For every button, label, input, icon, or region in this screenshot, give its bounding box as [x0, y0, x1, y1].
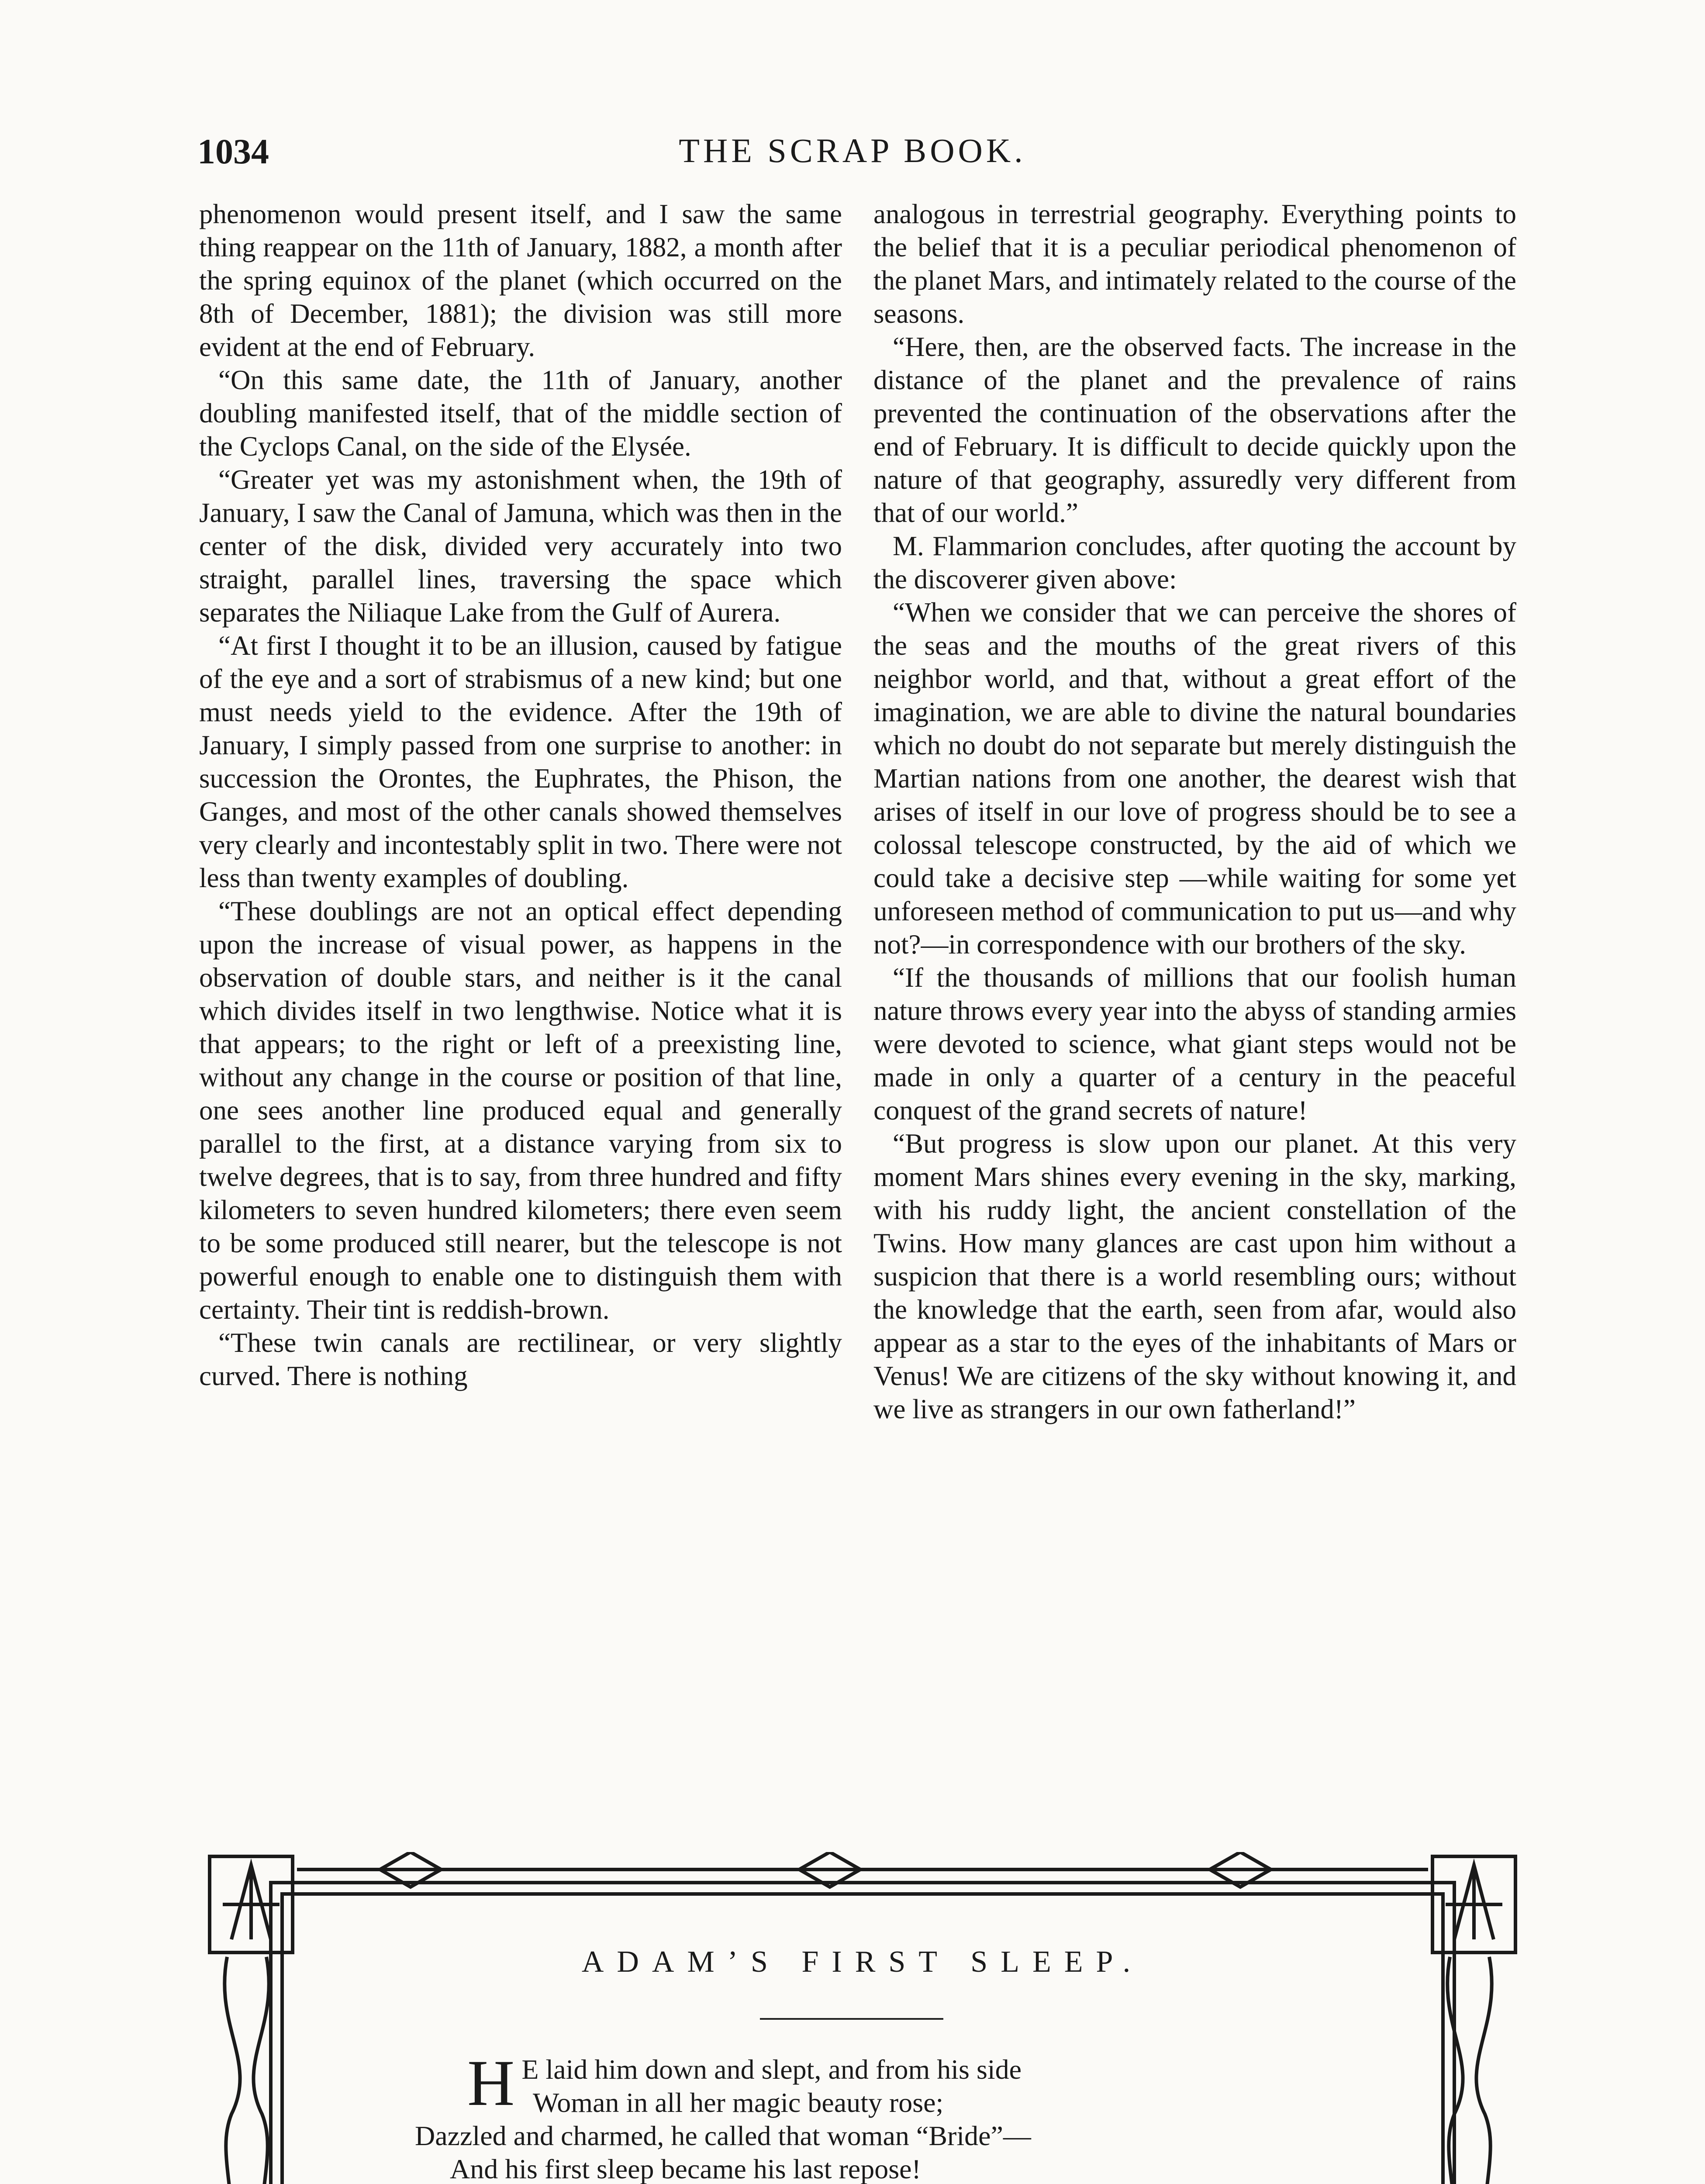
running-title: THE SCRAP BOOK.	[679, 131, 1026, 169]
page-header	[0, 131, 1705, 183]
poem-line-text: E laid him down and slept, and from his side	[521, 2054, 1022, 2085]
paragraph: “On this same date, the 11th of January, another doubling manifested itself, that of the middle section of the Cyclops Canal, on the side of the Elysée.	[199, 365, 842, 462]
paragraph: “When we consider that we can perceive the shores of the seas and the mouths of the great rivers of this neighbor world, and that, without a great effort of the imagination, we are able to divine the natural boundaries which no doubt do not separate but merely distinguish the Martian nations from one another, the dearest wish that arises of itself in our love of progress should be to see a colossal telescope constructed, by the aid of which we could take a decisive step —while waiting for some yet unforeseen method of communication to put us—and why not?—in correspondence with our brothers of the sky.	[873, 597, 1516, 960]
poem-text	[415, 2047, 1297, 2184]
paragraph: “These twin canals are rectilinear, or very slightly curved. There is nothing	[199, 1327, 842, 1391]
paragraph: analogous in terrestrial geography. Everything points to the belief that it is a peculiar periodical phenomenon of the planet Mars, and intimately related to the course of the seasons.	[873, 199, 1516, 329]
poem-line: And his first sleep became his last repose!	[450, 2153, 921, 2184]
left-column	[199, 197, 842, 1393]
right-column	[873, 197, 1516, 1426]
paragraph: M. Flammarion concludes, after quoting the account by the discoverer given above:	[873, 531, 1516, 594]
paragraph: “Here, then, are the observed facts. The increase in the distance of the planet and the prevalence of rains prevented the continuation of the observations after the end of February. It is difficult to decide quickly upon the nature of that geography, assuredly very different from that of our world.”	[873, 332, 1516, 528]
poem-panel	[205, 1852, 1520, 2184]
poem-line: Dazzled and charmed, he called that woman “Bride”—	[415, 2120, 1031, 2151]
drop-cap: H	[467, 2047, 515, 2119]
paragraph: “These doublings are not an optical effect depending upon the increase of visual power, as happens in the observation of double stars, and neither is it the canal which divides itself in two lengthwise. Notice what it is that appears; to the right or left of a preexisting line, without any change in the course or position of that line, one sees another line produced equal and generally parallel to the first, at a distance varying from six to twelve degrees, that is to say, from three hundred and fifty kilometers to seven hundred kilometers; there even seem to be some produced still nearer, but the telescope is not powerful enough to enable one to distinguish them with certainty. Their tint is reddish-brown.	[199, 896, 842, 1325]
title-rule	[760, 2018, 943, 2020]
paragraph: “At first I thought it to be an illusion, caused by fatigue of the eye and a sort of strabismus of a new kind; but one must needs yield to the evidence. After the 19th of January, I simply passed from one surprise to another: in succession the Orontes, the Euphrates, the Phison, the Ganges, and most of the other canals showed themselves very clearly and incontestably split in two. There were not less than twenty examples of doubling.	[199, 630, 842, 893]
paragraph: “Greater yet was my astonishment when, the 19th of January, I saw the Canal of Jamuna, which was then in the center of the disk, divided very accurately into two straight, parallel lines, traversing the space which separates the Niliaque Lake from the Gulf of Aurera.	[199, 464, 842, 628]
page-number: 1034	[197, 131, 269, 171]
paragraph: “If the thousands of millions that our foolish human nature throws every year into the abyss of standing armies were devoted to science, what giant steps would not be made in only a quarter of a century in the peaceful conquest of the grand secrets of nature!	[873, 962, 1516, 1126]
poem-title: ADAM’S FIRST SLEEP.	[581, 1945, 1144, 1979]
poem-line: Woman in all her magic beauty rose;	[533, 2087, 944, 2118]
paragraph: “But progress is slow upon our planet. At this very moment Mars shines every evening in the sky, marking, with his ruddy light, the ancient constellation of the Twins. How many glances are cast upon him without a suspicion that there is a world resembling ours; without the knowledge that the earth, seen from afar, would also appear as a star to the eyes of the inhabitants of Mars or Venus! We are citizens of the sky without knowing it, and we live as strangers in our own fatherland!”	[873, 1128, 1516, 1424]
paragraph: phenomenon would present itself, and I saw the same thing reappear on the 11th of January, 1882, a month after the spring equinox of the planet (which occurred on the 8th of December, 1881); the division was still more evident at the end of February.	[199, 199, 842, 362]
